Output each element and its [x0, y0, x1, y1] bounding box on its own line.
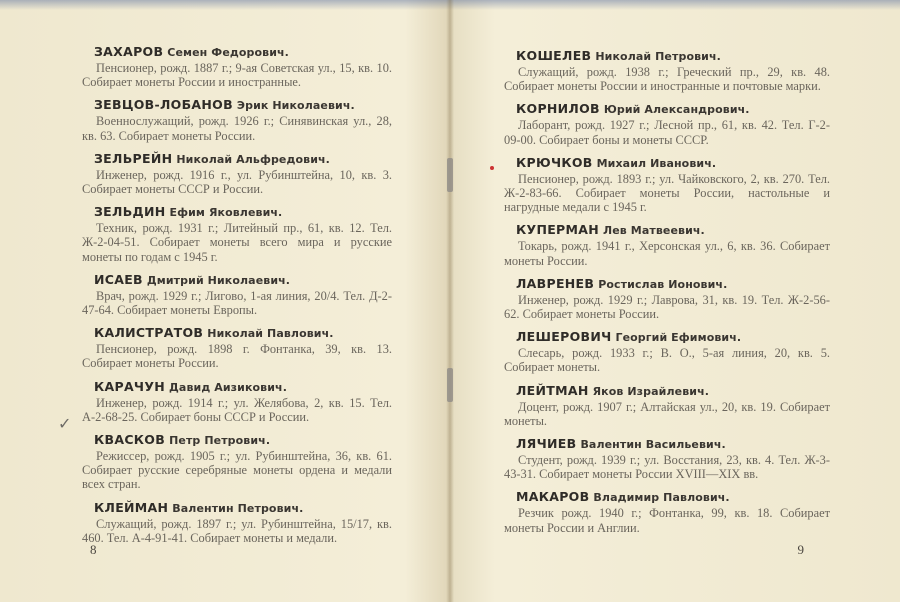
entry-description: Слесарь, рожд. 1933 г.; В. О., 5-ая линия, 20, кв. 5. Собирает монеты.: [504, 346, 830, 375]
directory-entry: [82, 204, 392, 264]
entry-surname: КОРНИЛОВ: [516, 101, 600, 117]
entry-description: Военнослужащий, рожд. 1926 г.; Синявинская ул., 28, кв. 63. Собирает монеты России.: [82, 114, 392, 143]
entry-surname: ЛЯЧИЕВ: [516, 436, 577, 452]
entry-name: [504, 155, 830, 172]
entry-surname: КВАСКОВ: [94, 432, 166, 448]
right-page-number: 9: [797, 542, 804, 557]
entry-surname: КЛЕЙМАН: [94, 499, 169, 515]
entry-name: [82, 97, 392, 114]
entry-given-name: Владимир Павлович.: [593, 491, 730, 505]
entry-name: [82, 151, 392, 168]
entry-surname: ЗЕВЦОВ-ЛОБАНОВ: [94, 97, 233, 113]
entry-description: Инженер, рожд. 1914 г.; ул. Желябова, 2, кв. 15. Тел. А-2-68-25. Собирает боны СССР и России.: [82, 395, 392, 424]
directory-entry: [82, 379, 392, 424]
directory-entry: [504, 101, 830, 146]
entry-given-name: Валентин Васильевич.: [580, 438, 726, 452]
entry-name: [504, 329, 830, 346]
entry-name: [504, 222, 830, 239]
entry-name: [504, 383, 830, 400]
directory-entry: [504, 436, 830, 481]
entry-given-name: Давид Аизикович.: [169, 380, 287, 394]
entry-given-name: Яков Израйлевич.: [592, 384, 709, 398]
entry-description: Студент, рожд. 1939 г.; ул. Восстания, 23, кв. 4. Тел. Ж-3-43-31. Собирает монеты России XVIII—XIX вв.: [504, 453, 830, 482]
entry-given-name: Лев Матвеевич.: [603, 224, 705, 238]
entry-description: Доцент, рожд. 1907 г.; Алтайская ул., 20, кв. 19. Собирает монеты.: [504, 399, 830, 428]
directory-entry: [82, 97, 392, 142]
entry-name: [82, 432, 392, 449]
directory-entry: [504, 48, 830, 93]
entry-given-name: Эрик Николаевич.: [236, 99, 355, 113]
entry-description: Пенсионер, рожд. 1887 г.; 9-ая Советская ул., 15, кв. 10. Собирает монеты России и иностранные.: [82, 61, 392, 90]
entry-name: [504, 489, 830, 506]
right-entry-list: [504, 48, 830, 535]
entry-name: [82, 44, 392, 61]
entry-description: Резчик рожд. 1940 г.; Фонтанка, 99, кв. 18. Собирает монеты России и Англии.: [504, 506, 830, 535]
entry-name: [504, 101, 830, 118]
entry-name: [504, 276, 830, 293]
entry-description: Служащий, рожд. 1938 г.; Греческий пр., 29, кв. 48. Собирает монеты России и иностранные и почтовые марки.: [504, 65, 830, 94]
entry-given-name: Николай Альфредович.: [176, 152, 330, 166]
entry-description: Токарь, рожд. 1941 г., Херсонская ул., 6, кв. 36. Собирает монеты России.: [504, 239, 830, 268]
entry-given-name: Петр Петрович.: [169, 434, 271, 448]
right-page: [450, 0, 900, 602]
directory-entry: [82, 272, 392, 317]
entry-name: [82, 325, 392, 342]
directory-entry: [82, 432, 392, 492]
entry-given-name: Дмитрий Николаевич.: [146, 273, 291, 287]
entry-name: [82, 272, 392, 289]
entry-given-name: Михаил Иванович.: [596, 156, 717, 170]
entry-surname: КРЮЧКОВ: [516, 154, 593, 170]
entry-surname: КАЛИСТРАТОВ: [94, 325, 204, 341]
entry-given-name: Семен Федорович.: [167, 46, 289, 59]
entry-surname: ИСАЕВ: [94, 271, 143, 287]
entry-given-name: Ефим Яковлевич.: [169, 206, 283, 220]
entry-description: Инженер, рожд. 1929 г.; Лаврова, 31, кв. 19. Тел. Ж-2-56-62. Собирает монеты России.: [504, 292, 830, 322]
directory-entry: [82, 325, 392, 370]
pencil-check-mark: ✓: [58, 416, 72, 433]
entry-name: [504, 48, 830, 65]
directory-entry: [504, 276, 830, 321]
entry-surname: КОШЕЛЕВ: [516, 48, 592, 63]
directory-entry: [82, 44, 392, 89]
entry-given-name: Юрий Александрович.: [603, 103, 750, 117]
entry-name: [82, 379, 392, 396]
entry-description: Лаборант, рожд. 1927 г.; Лесной пр., 61, кв. 42. Тел. Г-2-09-00. Собирает боны и монеты СССР.: [504, 118, 830, 147]
entry-surname: ЗЕЛЬРЕЙН: [94, 150, 173, 166]
entry-given-name: Николай Павлович.: [207, 327, 334, 341]
directory-entry: [82, 151, 392, 196]
left-entry-list: [82, 44, 392, 545]
entry-surname: ЗАХАРОВ: [94, 44, 164, 59]
left-page-number: 8: [90, 542, 97, 557]
entry-description: Инженер, рожд. 1916 г., ул. Рубинштейна, 10, кв. 3. Собирает монеты СССР и России.: [82, 167, 392, 197]
directory-entry: [82, 500, 392, 545]
entry-surname: ЗЕЛЬДИН: [94, 204, 166, 220]
entry-surname: ЛАВРЕНЕВ: [516, 275, 595, 291]
entry-surname: ЛЕЙТМАН: [516, 382, 589, 398]
entry-given-name: Ростислав Ионович.: [598, 277, 728, 291]
entry-given-name: Николай Петрович.: [595, 50, 721, 63]
entry-name: [504, 436, 830, 453]
entry-description: Врач, рожд. 1929 г.; Лиговo, 1-ая линия, 20/4. Тел. Д-2-47-64. Собирает монеты Европы.: [82, 288, 392, 318]
directory-entry: [504, 383, 830, 428]
directory-entry: [504, 489, 830, 534]
entry-given-name: Валентин Петрович.: [172, 501, 304, 515]
entry-description: Пенсионер, рожд. 1898 г. Фонтанка, 39, кв. 13. Собирает монеты России.: [82, 342, 392, 371]
entry-name: [82, 204, 392, 221]
directory-entry: [504, 222, 830, 267]
entry-description: Служащий, рожд. 1897 г.; ул. Рубинштейна, 15/17, кв. 460. Тел. А-4-91-41. Собирает монеты и медали.: [82, 516, 392, 545]
entry-surname: МАКАРОВ: [516, 489, 590, 505]
entry-description: Техник, рожд. 1931 г.; Литейный пр., 61, кв. 12. Тел. Ж-2-04-51. Собирает монеты всего мира и русские монеты по годам с 1945 г.: [82, 221, 392, 264]
entry-name: [82, 500, 392, 517]
entry-surname: ЛЕШЕРОВИЧ: [516, 329, 612, 345]
directory-entry: [504, 329, 830, 374]
entry-description: Режиссер, рожд. 1905 г.; ул. Рубинштейна, 36, кв. 61. Собирает русские серебряные монеты ордена и медали всех стран.: [82, 449, 392, 492]
entry-description: Пенсионер, рожд. 1893 г.; ул. Чайковского, 2, кв. 270. Тел. Ж-2-83-66. Собирает монеты России, настольные и нагрудные медали с 1945 г.: [504, 171, 830, 215]
entry-given-name: Георгий Ефимович.: [615, 331, 742, 345]
entry-surname: КАРАЧУН: [94, 378, 166, 394]
directory-entry: [504, 155, 830, 215]
entry-surname: КУПЕРМАН: [516, 222, 599, 238]
